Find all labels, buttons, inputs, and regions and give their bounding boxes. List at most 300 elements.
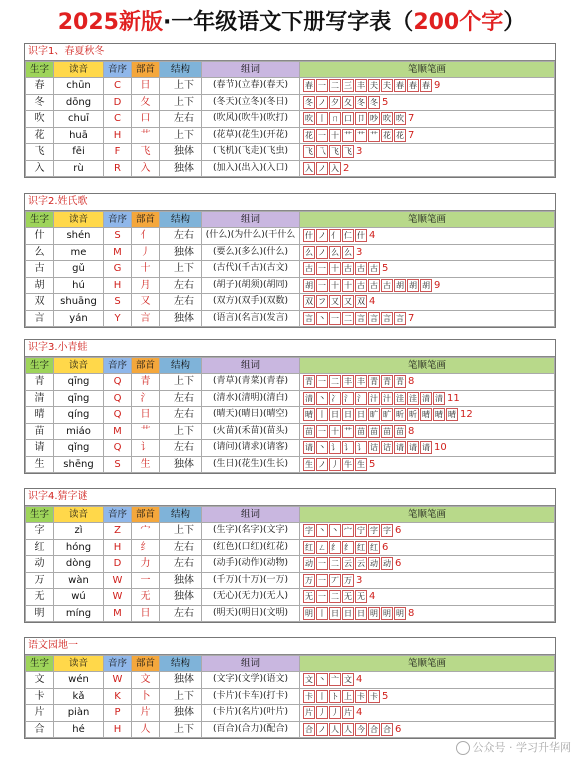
section-1 bbox=[24, 43, 556, 178]
cell-strokes bbox=[300, 261, 555, 278]
cell-pinyin: fēi bbox=[54, 144, 104, 161]
cell-words: (千万)(十万)(一万) bbox=[202, 572, 300, 589]
stroke-box: 古 bbox=[357, 264, 365, 273]
cell-words: (飞机)(飞走)(飞虫) bbox=[202, 144, 300, 161]
stroke-box: 晴 bbox=[435, 410, 443, 419]
cell-char: 红 bbox=[26, 539, 54, 556]
cell-structure: 左右 bbox=[160, 294, 202, 311]
stroke-count: 4 bbox=[369, 230, 376, 241]
col-header: 结构 bbox=[160, 358, 202, 374]
cell-strokes bbox=[300, 78, 555, 95]
table-row bbox=[26, 688, 555, 705]
cell-char: 言 bbox=[26, 310, 54, 327]
cell-strokes bbox=[300, 440, 555, 457]
cell-initial: R bbox=[104, 160, 132, 177]
stroke-box: 一 bbox=[318, 426, 326, 436]
cell-char: 花 bbox=[26, 127, 54, 144]
stroke-box: 明 bbox=[305, 608, 313, 618]
col-header: 读音 bbox=[54, 62, 104, 78]
cell-radical: 日 bbox=[132, 605, 160, 622]
stroke-box: 一 bbox=[318, 559, 326, 568]
cell-char: 请 bbox=[26, 440, 54, 457]
col-header: 结构 bbox=[160, 656, 202, 672]
stroke-count: 12 bbox=[460, 409, 473, 420]
stroke-box: 文 bbox=[344, 675, 352, 684]
table-row bbox=[26, 160, 555, 177]
stroke-box: 日 bbox=[331, 410, 339, 419]
stroke-count: 9 bbox=[434, 80, 441, 91]
stroke-box: 日 bbox=[357, 410, 365, 419]
cell-words: (什么)(为什么)(干什么 bbox=[202, 228, 300, 245]
table-row bbox=[26, 261, 555, 278]
cell-radical: 无 bbox=[132, 589, 160, 606]
col-header: 组词 bbox=[202, 212, 300, 228]
stroke-count: 9 bbox=[434, 279, 441, 291]
cell-words: (生字)(名字)(文字) bbox=[202, 523, 300, 540]
cell-words: (生日)(花生)(生长) bbox=[202, 456, 300, 473]
cell-radical: 艹 bbox=[132, 423, 160, 440]
cell-words: (请问)(请求)(请客) bbox=[202, 440, 300, 457]
char-table bbox=[25, 655, 555, 738]
cell-radical: 丿 bbox=[132, 244, 160, 261]
cell-pinyin: qíng bbox=[54, 407, 104, 424]
cell-initial: Q bbox=[104, 374, 132, 391]
stroke-box: 人 bbox=[344, 724, 352, 734]
stroke-box: 明 bbox=[396, 608, 404, 618]
stroke-box: 春 bbox=[305, 81, 313, 90]
char-table bbox=[25, 357, 555, 473]
stroke-box: 动 bbox=[370, 559, 378, 568]
stroke-box: 胡 bbox=[409, 280, 417, 290]
stroke-box: 艹 bbox=[344, 426, 352, 436]
stroke-box: 春 bbox=[409, 81, 417, 90]
cell-structure: 独体 bbox=[160, 572, 202, 589]
stroke-box: 丆 bbox=[331, 575, 339, 585]
cell-words: (文字)(文学)(语文) bbox=[202, 672, 300, 689]
cell-char: 春 bbox=[26, 78, 54, 95]
table-row bbox=[26, 672, 555, 689]
stroke-box: 卩 bbox=[357, 114, 365, 123]
stroke-box: 十 bbox=[331, 280, 339, 290]
stroke-box: 丨 bbox=[318, 410, 326, 419]
stroke-box: 花 bbox=[305, 130, 313, 140]
cell-pinyin: hé bbox=[54, 721, 104, 738]
cell-structure: 左右 bbox=[160, 407, 202, 424]
table-row bbox=[26, 111, 555, 128]
stroke-box: 一 bbox=[318, 377, 326, 386]
stroke-count: 2 bbox=[343, 162, 350, 174]
stroke-box: 又 bbox=[331, 297, 339, 306]
section-2 bbox=[24, 193, 556, 328]
section-5 bbox=[24, 637, 556, 739]
cell-initial: Z bbox=[104, 523, 132, 540]
cell-radical: 文 bbox=[132, 672, 160, 689]
cell-words: (清水)(清明)(清白) bbox=[202, 390, 300, 407]
col-header: 读音 bbox=[54, 507, 104, 523]
stroke-box: 花 bbox=[383, 130, 391, 140]
cell-words: (加入)(出入)(入口) bbox=[202, 160, 300, 177]
stroke-box: 片 bbox=[305, 708, 313, 717]
stroke-count: 10 bbox=[434, 442, 447, 453]
stroke-box: 汁 bbox=[383, 393, 391, 403]
cell-initial: C bbox=[104, 111, 132, 128]
cell-structure: 独体 bbox=[160, 310, 202, 327]
cell-words: (明天)(明日)(文明) bbox=[202, 605, 300, 622]
cell-radical: 亻 bbox=[132, 228, 160, 245]
cell-pinyin: qīng bbox=[54, 374, 104, 391]
stroke-box: 丶 bbox=[331, 526, 339, 535]
stroke-box: 吹 bbox=[305, 114, 313, 123]
stroke-box: 古 bbox=[383, 280, 391, 290]
cell-structure: 独体 bbox=[160, 456, 202, 473]
stroke-box: 亻 bbox=[331, 231, 339, 240]
col-header: 部首 bbox=[132, 212, 160, 228]
stroke-box: 飞 bbox=[305, 147, 313, 156]
cell-strokes bbox=[300, 310, 555, 327]
col-header: 组词 bbox=[202, 507, 300, 523]
cell-strokes bbox=[300, 572, 555, 589]
stroke-box: 丿 bbox=[331, 708, 339, 717]
cell-words: (古代)(千古)(古文) bbox=[202, 261, 300, 278]
stroke-box: ノ bbox=[318, 163, 326, 173]
stroke-box: 冬 bbox=[370, 97, 378, 107]
stroke-box: 十 bbox=[344, 280, 352, 290]
stroke-box: 吵 bbox=[370, 114, 378, 123]
cell-char: 冬 bbox=[26, 94, 54, 111]
cell-words: (卡片)(卡车)(打卡) bbox=[202, 688, 300, 705]
stroke-box: 什 bbox=[305, 231, 313, 240]
stroke-box: 苗 bbox=[305, 426, 313, 436]
stroke-box: 日 bbox=[344, 608, 352, 618]
cell-pinyin: hóng bbox=[54, 539, 104, 556]
stroke-count: 8 bbox=[408, 376, 415, 387]
stroke-box: 片 bbox=[344, 708, 352, 717]
table-row bbox=[26, 605, 555, 622]
stroke-box: 卡 bbox=[357, 691, 365, 701]
stroke-box: 日 bbox=[331, 608, 339, 618]
cell-structure: 左右 bbox=[160, 440, 202, 457]
stroke-box: 夫 bbox=[383, 81, 391, 90]
cell-char: 万 bbox=[26, 572, 54, 589]
col-header: 笔顺笔画 bbox=[300, 62, 555, 78]
stroke-box: 诘 bbox=[370, 443, 378, 452]
table-row bbox=[26, 374, 555, 391]
stroke-box: 古 bbox=[357, 280, 365, 290]
stroke-box: 一 bbox=[318, 130, 326, 140]
cell-structure: 左右 bbox=[160, 605, 202, 622]
stroke-box: 花 bbox=[396, 130, 404, 140]
cell-char: 合 bbox=[26, 721, 54, 738]
cell-words: (吹风)(吹牛)(吹打) bbox=[202, 111, 300, 128]
cell-strokes bbox=[300, 160, 555, 177]
stroke-box: 一 bbox=[318, 592, 326, 601]
cell-pinyin: hú bbox=[54, 277, 104, 294]
stroke-box: フ bbox=[318, 297, 326, 306]
stroke-box: 今 bbox=[357, 724, 365, 734]
stroke-box: 无 bbox=[357, 592, 365, 601]
cell-words: (无心)(无力)(无人) bbox=[202, 589, 300, 606]
cell-words: (要么)(多么)(什么) bbox=[202, 244, 300, 261]
stroke-box: 上 bbox=[344, 691, 352, 701]
stroke-count: 7 bbox=[408, 129, 415, 141]
stroke-box: 丶 bbox=[318, 526, 326, 535]
table-row bbox=[26, 456, 555, 473]
cell-strokes bbox=[300, 390, 555, 407]
cell-initial: D bbox=[104, 556, 132, 573]
stroke-box: 汁 bbox=[370, 393, 378, 403]
cell-structure: 左右 bbox=[160, 111, 202, 128]
cell-pinyin: wú bbox=[54, 589, 104, 606]
cell-initial: M bbox=[104, 423, 132, 440]
stroke-box: 明 bbox=[383, 608, 391, 618]
cell-pinyin: yán bbox=[54, 310, 104, 327]
stroke-box: 丰 bbox=[357, 377, 365, 386]
watermark: 公众号 · 学习升华网 bbox=[456, 739, 572, 755]
stroke-box: ノ bbox=[318, 459, 326, 469]
stroke-box: 口 bbox=[344, 114, 352, 123]
cell-initial: W bbox=[104, 672, 132, 689]
cell-structure: 独体 bbox=[160, 244, 202, 261]
stroke-box: 动 bbox=[383, 559, 391, 568]
table-row bbox=[26, 589, 555, 606]
stroke-box: 牛 bbox=[344, 459, 352, 469]
stroke-box: 丶 bbox=[318, 313, 326, 323]
table-row bbox=[26, 523, 555, 540]
stroke-box: 日 bbox=[344, 410, 352, 419]
cell-structure: 上下 bbox=[160, 523, 202, 540]
stroke-box: 请 bbox=[422, 443, 430, 452]
table-row bbox=[26, 228, 555, 245]
table-row bbox=[26, 144, 555, 161]
cell-char: 苗 bbox=[26, 423, 54, 440]
stroke-box: 么 bbox=[331, 247, 339, 257]
cell-initial: P bbox=[104, 705, 132, 722]
stroke-box: 二 bbox=[331, 81, 339, 90]
cell-pinyin: wén bbox=[54, 672, 104, 689]
stroke-box: 十 bbox=[331, 130, 339, 140]
col-header: 音序 bbox=[104, 212, 132, 228]
stroke-box: 文 bbox=[305, 675, 313, 684]
stroke-box: 生 bbox=[357, 459, 365, 469]
cell-strokes bbox=[300, 705, 555, 722]
stroke-box: 十 bbox=[331, 264, 339, 273]
stroke-box: 丰 bbox=[357, 81, 365, 90]
cell-words: (双方)(双手)(双数) bbox=[202, 294, 300, 311]
stroke-box: 卡 bbox=[305, 691, 313, 701]
table-row bbox=[26, 572, 555, 589]
cell-initial: Q bbox=[104, 390, 132, 407]
stroke-box: 仁 bbox=[344, 231, 352, 240]
col-header: 笔顺笔画 bbox=[300, 507, 555, 523]
cell-radical: 宀 bbox=[132, 523, 160, 540]
cell-initial: Y bbox=[104, 310, 132, 327]
cell-structure: 左右 bbox=[160, 539, 202, 556]
stroke-box: 二 bbox=[331, 377, 339, 386]
cell-structure: 上下 bbox=[160, 721, 202, 738]
section-title: 语文园地一 bbox=[25, 638, 555, 655]
col-header: 部首 bbox=[132, 507, 160, 523]
stroke-box: 古 bbox=[344, 264, 352, 273]
cell-structure: 独体 bbox=[160, 672, 202, 689]
stroke-box: 昕 bbox=[396, 410, 404, 419]
cell-strokes bbox=[300, 111, 555, 128]
stroke-box: 云 bbox=[344, 559, 352, 568]
cell-words: (花草)(花生)(开花) bbox=[202, 127, 300, 144]
stroke-box: 春 bbox=[422, 81, 430, 90]
cell-structure: 独体 bbox=[160, 705, 202, 722]
cell-words: (百合)(合力)(配合) bbox=[202, 721, 300, 738]
table-row bbox=[26, 721, 555, 738]
stroke-box: 晴 bbox=[422, 410, 430, 419]
stroke-box: ㄥ bbox=[318, 542, 326, 552]
cell-pinyin: shén bbox=[54, 228, 104, 245]
col-header: 部首 bbox=[132, 62, 160, 78]
stroke-box: 万 bbox=[305, 575, 313, 585]
stroke-box: 双 bbox=[305, 297, 313, 306]
stroke-box: ノ bbox=[318, 724, 326, 734]
cell-words: (冬天)(立冬)(冬日) bbox=[202, 94, 300, 111]
cell-char: 动 bbox=[26, 556, 54, 573]
stroke-box: 苗 bbox=[370, 426, 378, 436]
stroke-box: 红 bbox=[305, 542, 313, 552]
cell-strokes bbox=[300, 672, 555, 689]
stroke-box: 昕 bbox=[409, 410, 417, 419]
stroke-box: 丨 bbox=[318, 608, 326, 618]
cell-initial: M bbox=[104, 605, 132, 622]
col-header: 生字 bbox=[26, 62, 54, 78]
stroke-box: 讠 bbox=[357, 443, 365, 452]
char-table bbox=[25, 61, 555, 177]
cell-initial: S bbox=[104, 456, 132, 473]
cell-pinyin: dòng bbox=[54, 556, 104, 573]
cell-radical: 十 bbox=[132, 261, 160, 278]
stroke-box: 丨 bbox=[318, 114, 326, 123]
stroke-box: 胡 bbox=[422, 280, 430, 290]
cell-strokes bbox=[300, 721, 555, 738]
stroke-box: 字 bbox=[305, 526, 313, 535]
cell-char: 吹 bbox=[26, 111, 54, 128]
cell-structure: 上下 bbox=[160, 374, 202, 391]
cell-radical: 卜 bbox=[132, 688, 160, 705]
stroke-box: 万 bbox=[344, 575, 352, 585]
cell-radical: 又 bbox=[132, 294, 160, 311]
section-title: 识字1、春夏秋冬 bbox=[25, 44, 555, 61]
cell-strokes bbox=[300, 539, 555, 556]
cell-structure: 上下 bbox=[160, 78, 202, 95]
cell-strokes bbox=[300, 589, 555, 606]
cell-initial: M bbox=[104, 244, 132, 261]
cell-char: 青 bbox=[26, 374, 54, 391]
stroke-box: 吹 bbox=[383, 114, 391, 123]
stroke-box: 一 bbox=[318, 264, 326, 273]
cell-strokes bbox=[300, 228, 555, 245]
table-row bbox=[26, 294, 555, 311]
table-row bbox=[26, 390, 555, 407]
cell-strokes bbox=[300, 605, 555, 622]
stroke-box: 言 bbox=[370, 313, 378, 323]
cell-strokes bbox=[300, 144, 555, 161]
cell-pinyin: qǐng bbox=[54, 440, 104, 457]
cell-initial: Q bbox=[104, 407, 132, 424]
stroke-count: 3 bbox=[356, 146, 363, 157]
stroke-box: 无 bbox=[344, 592, 352, 601]
cell-radical: 纟 bbox=[132, 539, 160, 556]
cell-pinyin: huā bbox=[54, 127, 104, 144]
cell-structure: 左右 bbox=[160, 228, 202, 245]
stroke-box: 晴 bbox=[448, 410, 456, 419]
col-header: 笔顺笔画 bbox=[300, 656, 555, 672]
stroke-box: 艹 bbox=[344, 130, 352, 140]
cell-pinyin: wàn bbox=[54, 572, 104, 589]
stroke-box: 氵 bbox=[344, 393, 352, 403]
table-row bbox=[26, 407, 555, 424]
table-row bbox=[26, 556, 555, 573]
table-row bbox=[26, 440, 555, 457]
table-row bbox=[26, 78, 555, 95]
stroke-count: 5 bbox=[382, 690, 389, 702]
col-header: 组词 bbox=[202, 656, 300, 672]
cell-structure: 左右 bbox=[160, 390, 202, 407]
stroke-box: 丶 bbox=[318, 675, 326, 684]
cell-radical: 日 bbox=[132, 407, 160, 424]
stroke-box: 纟 bbox=[344, 542, 352, 552]
stroke-box: 丨 bbox=[318, 691, 326, 701]
stroke-box: 日 bbox=[357, 608, 365, 618]
cell-pinyin: piàn bbox=[54, 705, 104, 722]
stroke-box: 言 bbox=[305, 313, 313, 323]
col-header: 音序 bbox=[104, 358, 132, 374]
stroke-box: 丶 bbox=[318, 393, 326, 403]
cell-radical: 氵 bbox=[132, 390, 160, 407]
cell-char: 生 bbox=[26, 456, 54, 473]
col-header: 生字 bbox=[26, 656, 54, 672]
table-row bbox=[26, 423, 555, 440]
stroke-box: 又 bbox=[344, 297, 352, 306]
stroke-box: 氵 bbox=[357, 393, 365, 403]
stroke-box: 丿 bbox=[331, 459, 339, 469]
cell-radical: 片 bbox=[132, 705, 160, 722]
stroke-box: 旷 bbox=[370, 410, 378, 419]
stroke-box: 十 bbox=[331, 426, 339, 436]
cell-char: 清 bbox=[26, 390, 54, 407]
cell-pinyin: qīng bbox=[54, 390, 104, 407]
cell-pinyin: kǎ bbox=[54, 688, 104, 705]
stroke-box: 人 bbox=[331, 724, 339, 734]
col-header: 读音 bbox=[54, 358, 104, 374]
stroke-box: 冬 bbox=[357, 97, 365, 107]
cell-pinyin: rù bbox=[54, 160, 104, 177]
stroke-box: ト bbox=[331, 691, 339, 701]
stroke-box: 飞 bbox=[344, 147, 352, 156]
cell-initial: C bbox=[104, 78, 132, 95]
stroke-box: 字 bbox=[383, 526, 391, 535]
stroke-box: 卡 bbox=[370, 691, 378, 701]
stroke-count: 3 bbox=[356, 246, 363, 258]
stroke-box: 青 bbox=[370, 377, 378, 386]
col-header: 部首 bbox=[132, 656, 160, 672]
stroke-box: 丶 bbox=[318, 443, 326, 452]
col-header: 生字 bbox=[26, 507, 54, 523]
col-header: 笔顺笔画 bbox=[300, 212, 555, 228]
stroke-box: 苗 bbox=[396, 426, 404, 436]
cell-words: (火苗)(禾苗)(苗头) bbox=[202, 423, 300, 440]
stroke-box: 丿 bbox=[318, 708, 326, 717]
col-header: 音序 bbox=[104, 62, 132, 78]
stroke-box: 合 bbox=[383, 724, 391, 734]
cell-words: (春节)(立春)(春天) bbox=[202, 78, 300, 95]
stroke-box: 冬 bbox=[305, 97, 313, 107]
stroke-box: 二 bbox=[331, 592, 339, 601]
